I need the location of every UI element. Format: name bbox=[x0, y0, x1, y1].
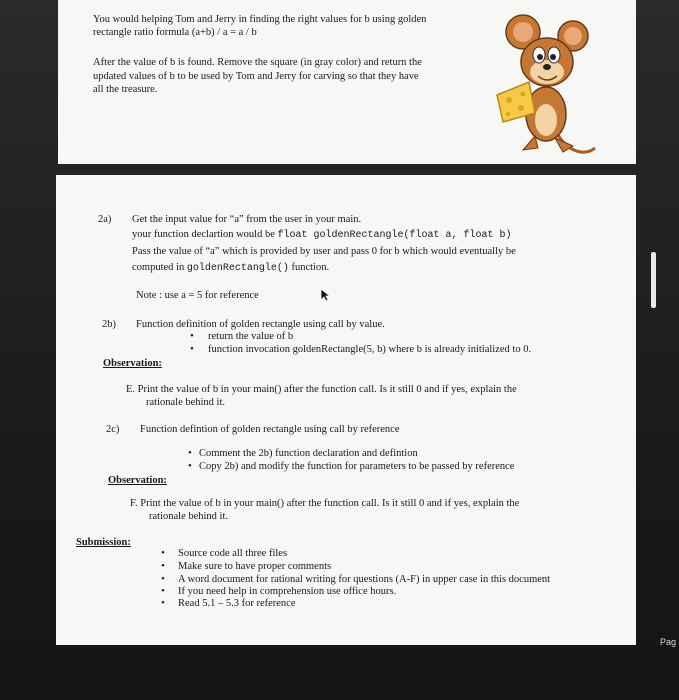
q2c-bullet-2: Copy 2b) and modify the function for parameters to be passed by reference bbox=[199, 461, 515, 472]
q2a-line-4-text: computed in bbox=[132, 262, 185, 273]
assignment-page bbox=[56, 175, 636, 645]
observation-f-line-1: F. Print the value of b in your main() after the function call. Is it still 0 and if yes, explain the bbox=[130, 498, 520, 509]
q2b-bullet-1: return the value of b bbox=[208, 331, 294, 342]
q2a-line-3: Pass the value of “a” which is provided by user and pass 0 for b which would eventually be bbox=[132, 246, 516, 257]
intro-page bbox=[58, 0, 636, 164]
q2a-line-2 bbox=[132, 228, 512, 242]
observation-label-1: Observation: bbox=[103, 358, 162, 369]
q2a-line-4 bbox=[132, 261, 329, 275]
intro-line-2: rectangle ratio formula (a+b) / a = a / b bbox=[93, 27, 257, 38]
bullet-icon: • bbox=[161, 547, 165, 559]
q2c-bullet-1: Comment the 2b) function declaration and defintion bbox=[199, 448, 418, 459]
submission-item-4: If you need help in comprehension use office hours. bbox=[178, 586, 397, 597]
submission-item-3: A word document for rational writing for questions (A-F) in upper case in this document bbox=[178, 574, 551, 585]
q2a-line-4-end: function. bbox=[291, 262, 330, 273]
q2a-function-name: goldenRectangle() bbox=[186, 263, 289, 274]
bullet-icon: • bbox=[161, 573, 165, 585]
bullet-icon: • bbox=[188, 460, 192, 472]
submission-item-2: Make sure to have proper comments bbox=[178, 561, 332, 572]
submission-label: Submission: bbox=[76, 537, 131, 548]
bullet-icon: • bbox=[190, 330, 194, 342]
bullet-icon: • bbox=[161, 560, 165, 572]
observation-e-line-2: rationale behind it. bbox=[146, 397, 226, 408]
q2b-number: 2b) bbox=[102, 319, 116, 330]
mouse-cursor-icon bbox=[319, 288, 331, 302]
observation-f-line-2: rationale behind it. bbox=[149, 511, 229, 522]
q2b-title: Function definition of golden rectangle using call by value. bbox=[136, 319, 385, 330]
q2a-function-signature: float goldenRectangle(float a, float b) bbox=[277, 230, 512, 241]
q2c-number: 2c) bbox=[106, 424, 120, 435]
bullet-icon: • bbox=[188, 447, 192, 459]
intro-line-5: all the treasure. bbox=[93, 84, 158, 95]
page-tab-label[interactable]: Pag bbox=[660, 637, 677, 647]
observation-label-2: Observation: bbox=[108, 475, 167, 486]
observation-e-line-1: E. Print the value of b in your main() after the function call. Is it still 0 and if yes, explain the bbox=[126, 384, 517, 395]
q2c-title: Function defintion of golden rectangle using call by reference bbox=[140, 424, 400, 435]
bullet-icon: • bbox=[190, 343, 194, 355]
bullet-icon: • bbox=[161, 597, 165, 609]
q2a-number: 2a) bbox=[98, 214, 112, 225]
q2a-line-2-text: your function declartion would be bbox=[132, 229, 275, 240]
q2b-bullet-2: function invocation goldenRectangle(5, b) where b is already initialized to 0. bbox=[208, 344, 532, 355]
intro-line-3: After the value of b is found. Remove the square (in gray color) and return the bbox=[93, 57, 422, 68]
jerry-mouse-illustration bbox=[483, 10, 603, 160]
q2a-line-1: Get the input value for “a” from the user in your main. bbox=[132, 214, 362, 225]
intro-line-4: updated values of b to be used by Tom and Jerry for carving so that they have bbox=[93, 71, 419, 82]
bullet-icon: • bbox=[161, 585, 165, 597]
intro-line-1: You would helping Tom and Jerry in finding the right values for b using golden bbox=[93, 14, 427, 25]
submission-item-1: Source code all three files bbox=[178, 548, 288, 559]
q2a-note: Note : use a = 5 for reference bbox=[136, 290, 259, 301]
scrollbar-thumb[interactable] bbox=[651, 252, 656, 308]
submission-item-5: Read 5.1 – 5.3 for reference bbox=[178, 598, 296, 609]
